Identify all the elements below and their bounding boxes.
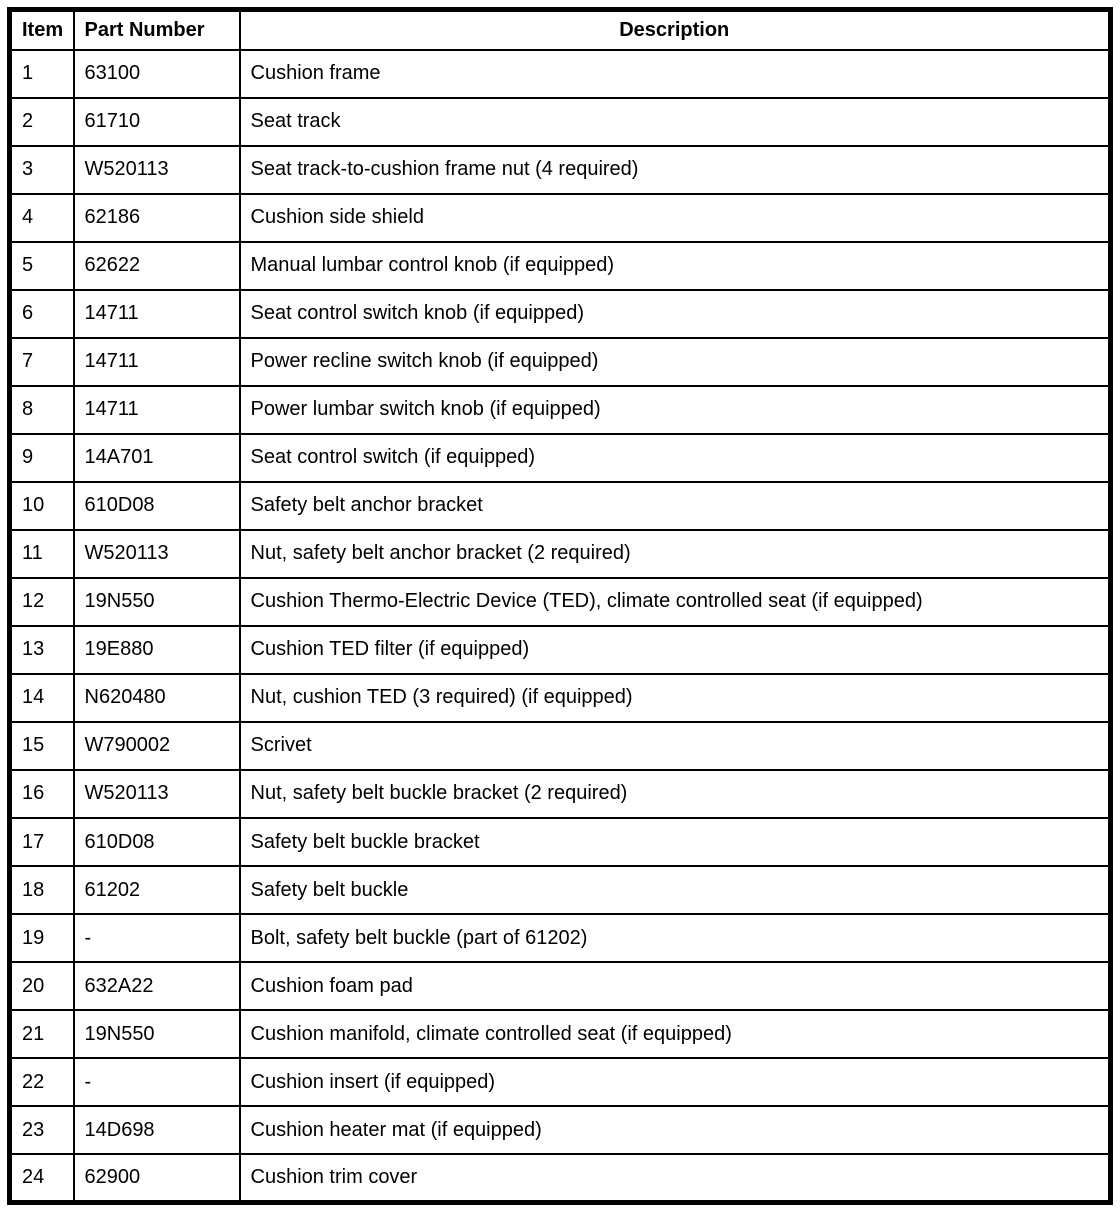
- table-row: [10, 674, 1111, 722]
- description-cell: Cushion Thermo-Electric Device (TED), climate controlled seat (if equipped): [240, 578, 1111, 626]
- table-row: [10, 290, 1111, 338]
- item-cell: 4: [10, 194, 74, 242]
- description-cell: Seat control switch knob (if equipped): [240, 290, 1111, 338]
- header-row: [10, 10, 1111, 50]
- item-cell: 23: [10, 1106, 74, 1154]
- part-number-cell: 19N550: [74, 1010, 240, 1058]
- part-number-cell: 62186: [74, 194, 240, 242]
- part-number-cell: 61202: [74, 866, 240, 914]
- item-cell: 2: [10, 98, 74, 146]
- column-header-part-number: Part Number: [74, 10, 240, 50]
- description-cell: Safety belt anchor bracket: [240, 482, 1111, 530]
- item-cell: 9: [10, 434, 74, 482]
- item-cell: 16: [10, 770, 74, 818]
- part-number-cell: -: [74, 1058, 240, 1106]
- part-number-cell: 14711: [74, 290, 240, 338]
- table-row: [10, 1010, 1111, 1058]
- parts-table-header: [10, 10, 1111, 50]
- table-row: [10, 578, 1111, 626]
- item-cell: 7: [10, 338, 74, 386]
- table-row: [10, 434, 1111, 482]
- table-row: [10, 1058, 1111, 1106]
- description-cell: Cushion manifold, climate controlled seat (if equipped): [240, 1010, 1111, 1058]
- item-cell: 13: [10, 626, 74, 674]
- item-cell: 8: [10, 386, 74, 434]
- table-row: [10, 1154, 1111, 1202]
- parts-table-body: [10, 50, 1111, 1203]
- item-cell: 12: [10, 578, 74, 626]
- table-row: [10, 626, 1111, 674]
- table-row: [10, 1106, 1111, 1154]
- part-number-cell: 610D08: [74, 818, 240, 866]
- description-cell: Manual lumbar control knob (if equipped): [240, 242, 1111, 290]
- item-cell: 14: [10, 674, 74, 722]
- description-cell: Cushion heater mat (if equipped): [240, 1106, 1111, 1154]
- description-cell: Cushion trim cover: [240, 1154, 1111, 1202]
- column-header-description: Description: [240, 10, 1111, 50]
- description-cell: Seat track: [240, 98, 1111, 146]
- description-cell: Bolt, safety belt buckle (part of 61202): [240, 914, 1111, 962]
- description-cell: Nut, cushion TED (3 required) (if equipped): [240, 674, 1111, 722]
- table-row: [10, 770, 1111, 818]
- description-cell: Cushion foam pad: [240, 962, 1111, 1010]
- description-cell: Seat track-to-cushion frame nut (4 required): [240, 146, 1111, 194]
- part-number-cell: W520113: [74, 146, 240, 194]
- item-cell: 20: [10, 962, 74, 1010]
- table-row: [10, 50, 1111, 98]
- part-number-cell: N620480: [74, 674, 240, 722]
- table-row: [10, 530, 1111, 578]
- part-number-cell: 61710: [74, 98, 240, 146]
- item-cell: 1: [10, 50, 74, 98]
- part-number-cell: 19E880: [74, 626, 240, 674]
- part-number-cell: W520113: [74, 530, 240, 578]
- table-row: [10, 962, 1111, 1010]
- description-cell: Seat control switch (if equipped): [240, 434, 1111, 482]
- table-row: [10, 386, 1111, 434]
- description-cell: Nut, safety belt anchor bracket (2 required): [240, 530, 1111, 578]
- item-cell: 11: [10, 530, 74, 578]
- description-cell: Cushion frame: [240, 50, 1111, 98]
- column-header-item: Item: [10, 10, 74, 50]
- description-cell: Scrivet: [240, 722, 1111, 770]
- table-row: [10, 914, 1111, 962]
- table-row: [10, 338, 1111, 386]
- description-cell: Nut, safety belt buckle bracket (2 required): [240, 770, 1111, 818]
- part-number-cell: W790002: [74, 722, 240, 770]
- item-cell: 5: [10, 242, 74, 290]
- table-row: [10, 194, 1111, 242]
- description-cell: Cushion insert (if equipped): [240, 1058, 1111, 1106]
- item-cell: 15: [10, 722, 74, 770]
- table-row: [10, 722, 1111, 770]
- part-number-cell: -: [74, 914, 240, 962]
- table-row: [10, 866, 1111, 914]
- part-number-cell: 62622: [74, 242, 240, 290]
- item-cell: 6: [10, 290, 74, 338]
- description-cell: Power lumbar switch knob (if equipped): [240, 386, 1111, 434]
- table-row: [10, 242, 1111, 290]
- part-number-cell: 14D698: [74, 1106, 240, 1154]
- part-number-cell: 14A701: [74, 434, 240, 482]
- item-cell: 21: [10, 1010, 74, 1058]
- item-cell: 19: [10, 914, 74, 962]
- item-cell: 22: [10, 1058, 74, 1106]
- item-cell: 17: [10, 818, 74, 866]
- description-cell: Cushion TED filter (if equipped): [240, 626, 1111, 674]
- part-number-cell: 19N550: [74, 578, 240, 626]
- part-number-cell: W520113: [74, 770, 240, 818]
- part-number-cell: 14711: [74, 386, 240, 434]
- part-number-cell: 632A22: [74, 962, 240, 1010]
- description-cell: Power recline switch knob (if equipped): [240, 338, 1111, 386]
- item-cell: 24: [10, 1154, 74, 1202]
- part-number-cell: 63100: [74, 50, 240, 98]
- table-row: [10, 146, 1111, 194]
- table-row: [10, 482, 1111, 530]
- item-cell: 18: [10, 866, 74, 914]
- part-number-cell: 62900: [74, 1154, 240, 1202]
- parts-table: [7, 7, 1113, 1205]
- description-cell: Safety belt buckle: [240, 866, 1111, 914]
- part-number-cell: 14711: [74, 338, 240, 386]
- item-cell: 3: [10, 146, 74, 194]
- table-row: [10, 98, 1111, 146]
- item-cell: 10: [10, 482, 74, 530]
- description-cell: Cushion side shield: [240, 194, 1111, 242]
- table-row: [10, 818, 1111, 866]
- part-number-cell: 610D08: [74, 482, 240, 530]
- description-cell: Safety belt buckle bracket: [240, 818, 1111, 866]
